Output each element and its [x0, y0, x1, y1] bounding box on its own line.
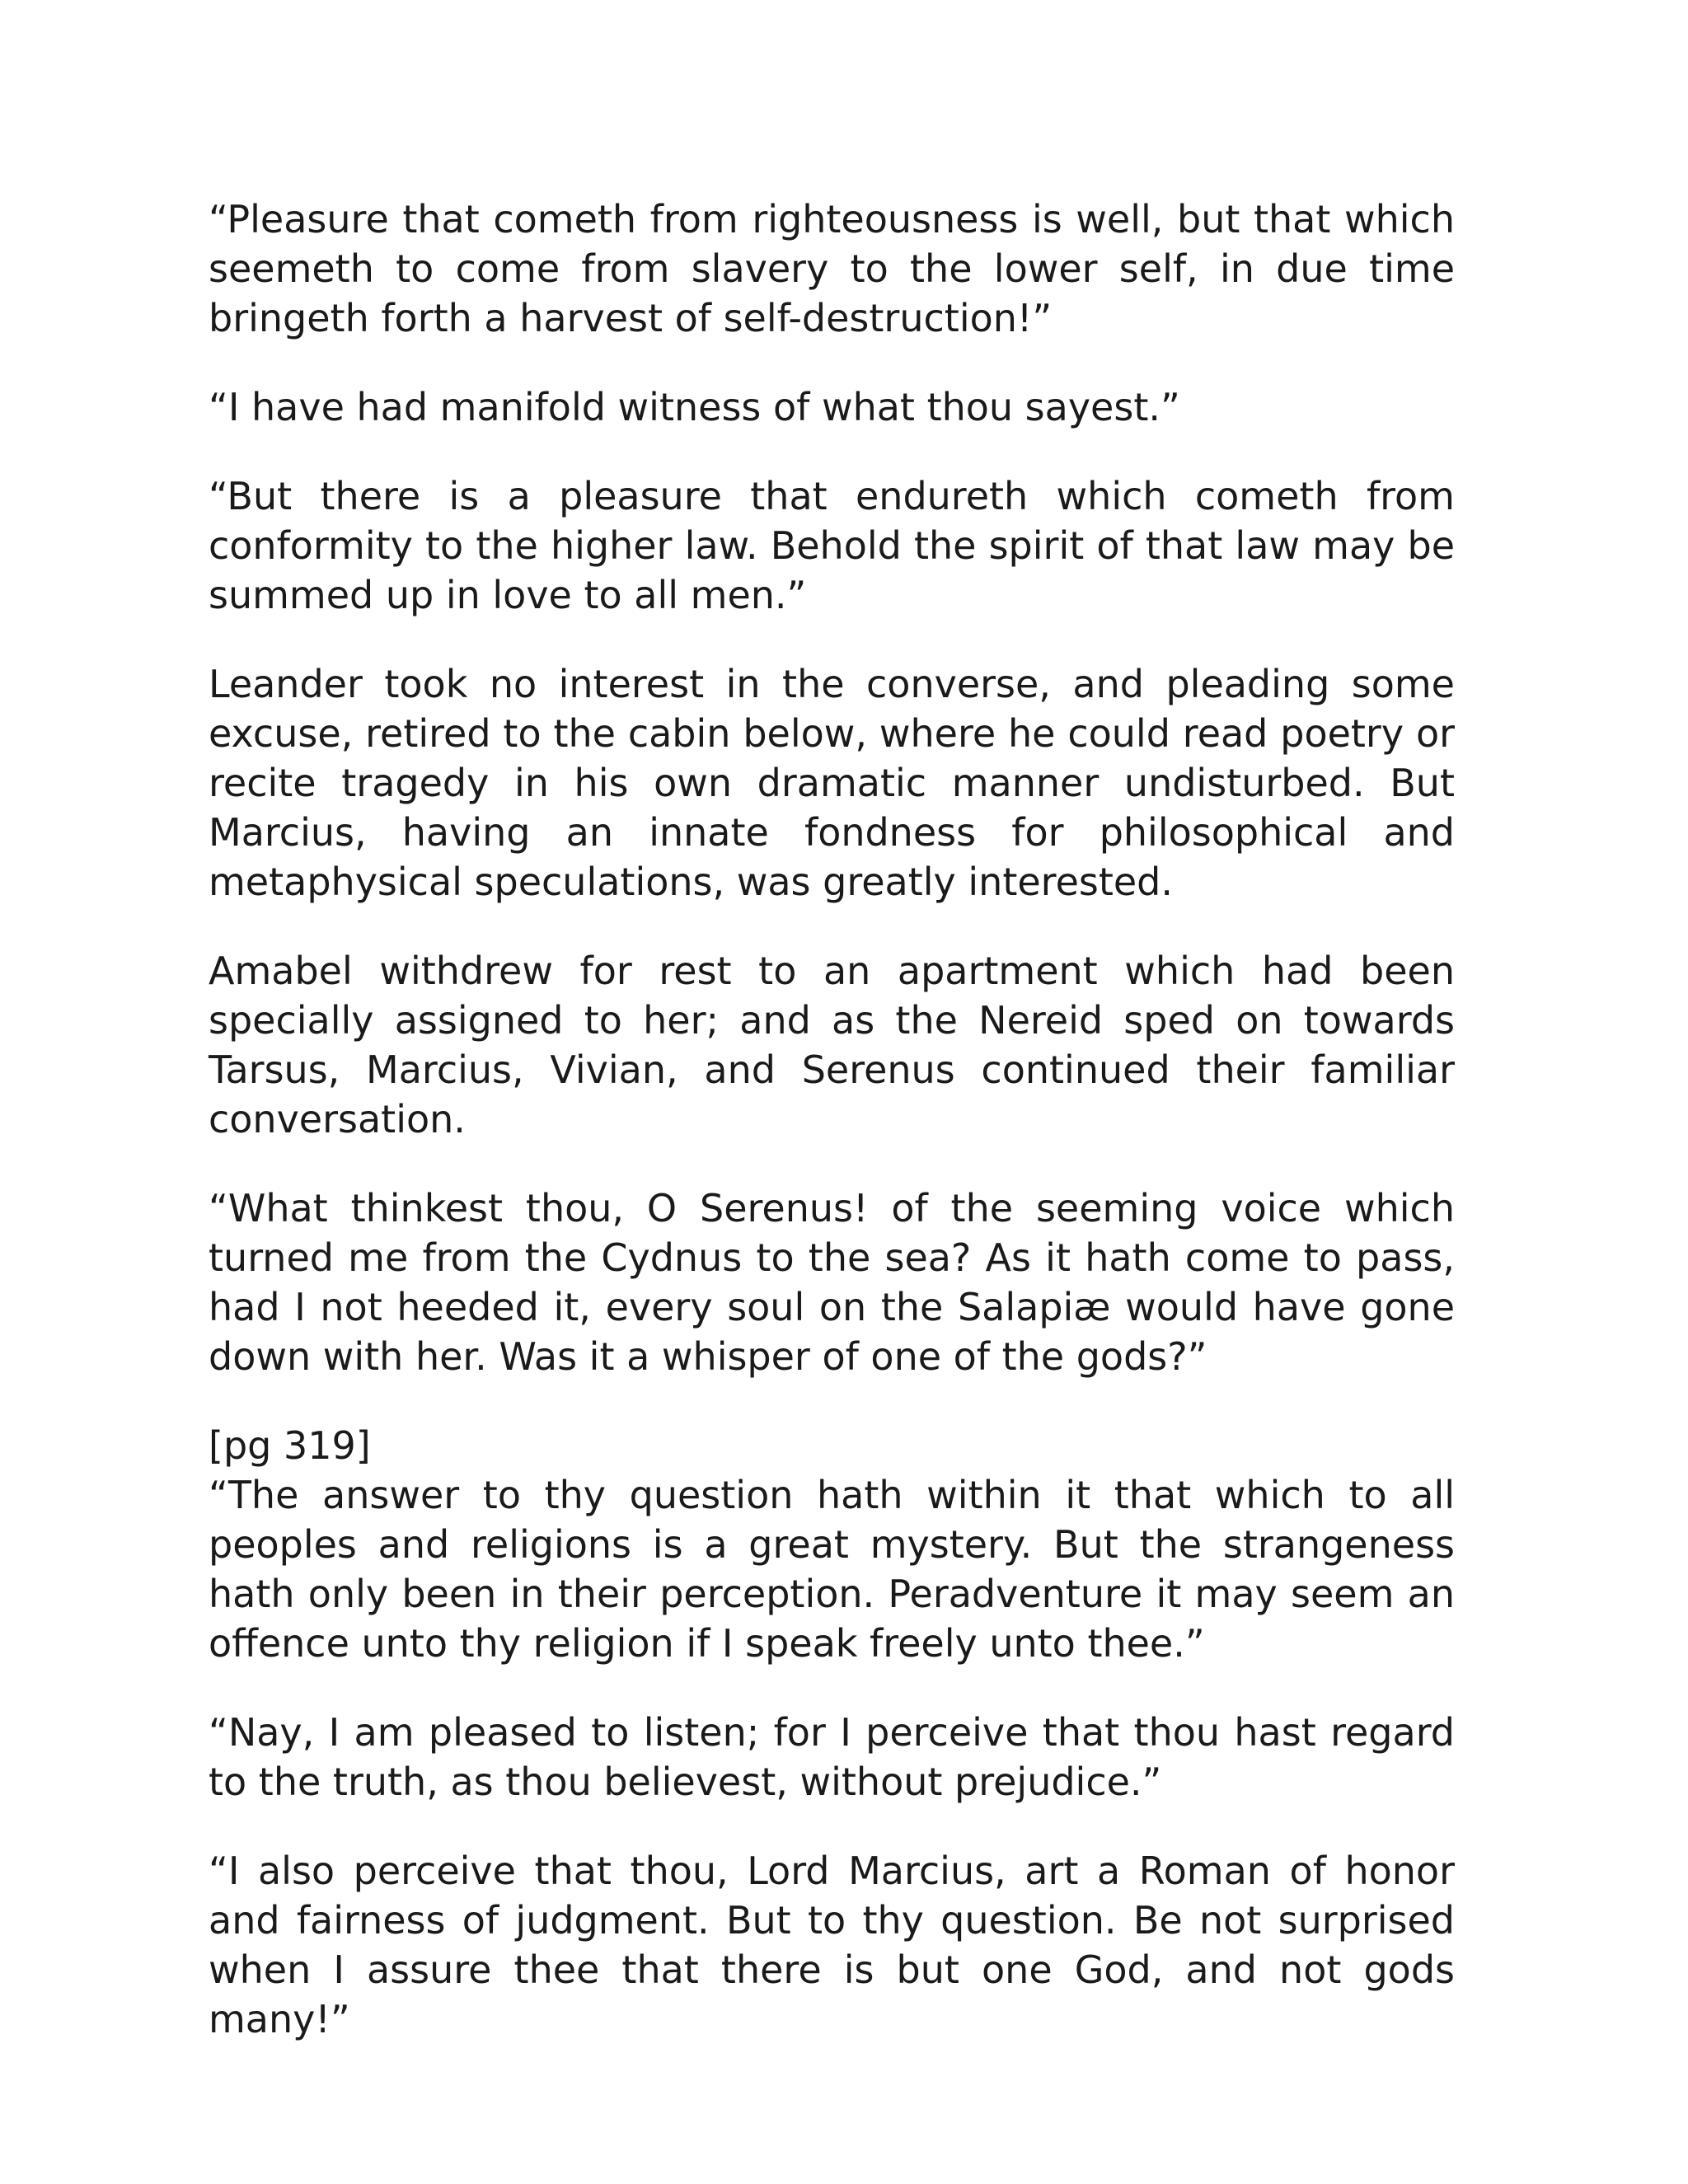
paragraph-4: Leander took no interest in the converse, and pleading some excuse, retired to the cabin below, where he could read poetry or recite tragedy in his own dramatic manner undisturbed. But Marcius, having an innate fondness for philosophical and metaphysical speculations, was greatly interested.	[209, 662, 1455, 904]
paragraph-7: “The answer to thy question hath within it that which to all peoples and religions is a great mystery. But the strangeness hath only been in their perception. Peradventure it may seem an offence unto thy religion if I speak freely unto thee.”	[209, 1473, 1455, 1666]
paragraph-5: Amabel withdrew for rest to an apartment which had been specially assigned to her; and as the Nereid sped on towards Tarsus, Marcius, Vivian, and Serenus continued their familiar conversation.	[209, 949, 1455, 1141]
document-page	[209, 194, 1455, 2083]
paragraph-3: “But there is a pleasure that endureth which cometh from conformity to the higher law. Behold the spirit of that law may be summed up in love to all men.”	[209, 474, 1455, 617]
paragraph-1: “Pleasure that cometh from righteousness is well, but that which seemeth to come from slavery to the lower self, in due time bringeth forth a harvest of self-destruction!”	[209, 197, 1455, 340]
paragraph-6: “What thinkest thou, O Serenus! of the seeming voice which turned me from the Cydnus to the sea? As it hath come to pass, had I not heeded it, every soul on the Salapiæ would have gone down with her. Was it a whisper of one of the gods?”	[209, 1186, 1455, 1379]
paragraph-8: “Nay, I am pleased to listen; for I perceive that thou hast regard to the truth, as thou believest, without prejudice.”	[209, 1710, 1455, 1804]
paragraph-9: “I also perceive that thou, Lord Marcius, art a Roman of honor and fairness of judgment. But to thy question. Be not surprised when I assure thee that there is but one God, and not gods many!”	[209, 1849, 1455, 2041]
paragraph-2: “I have had manifold witness of what thou sayest.”	[209, 385, 1180, 429]
page-number-marker: [pg 319]	[209, 1423, 371, 1468]
